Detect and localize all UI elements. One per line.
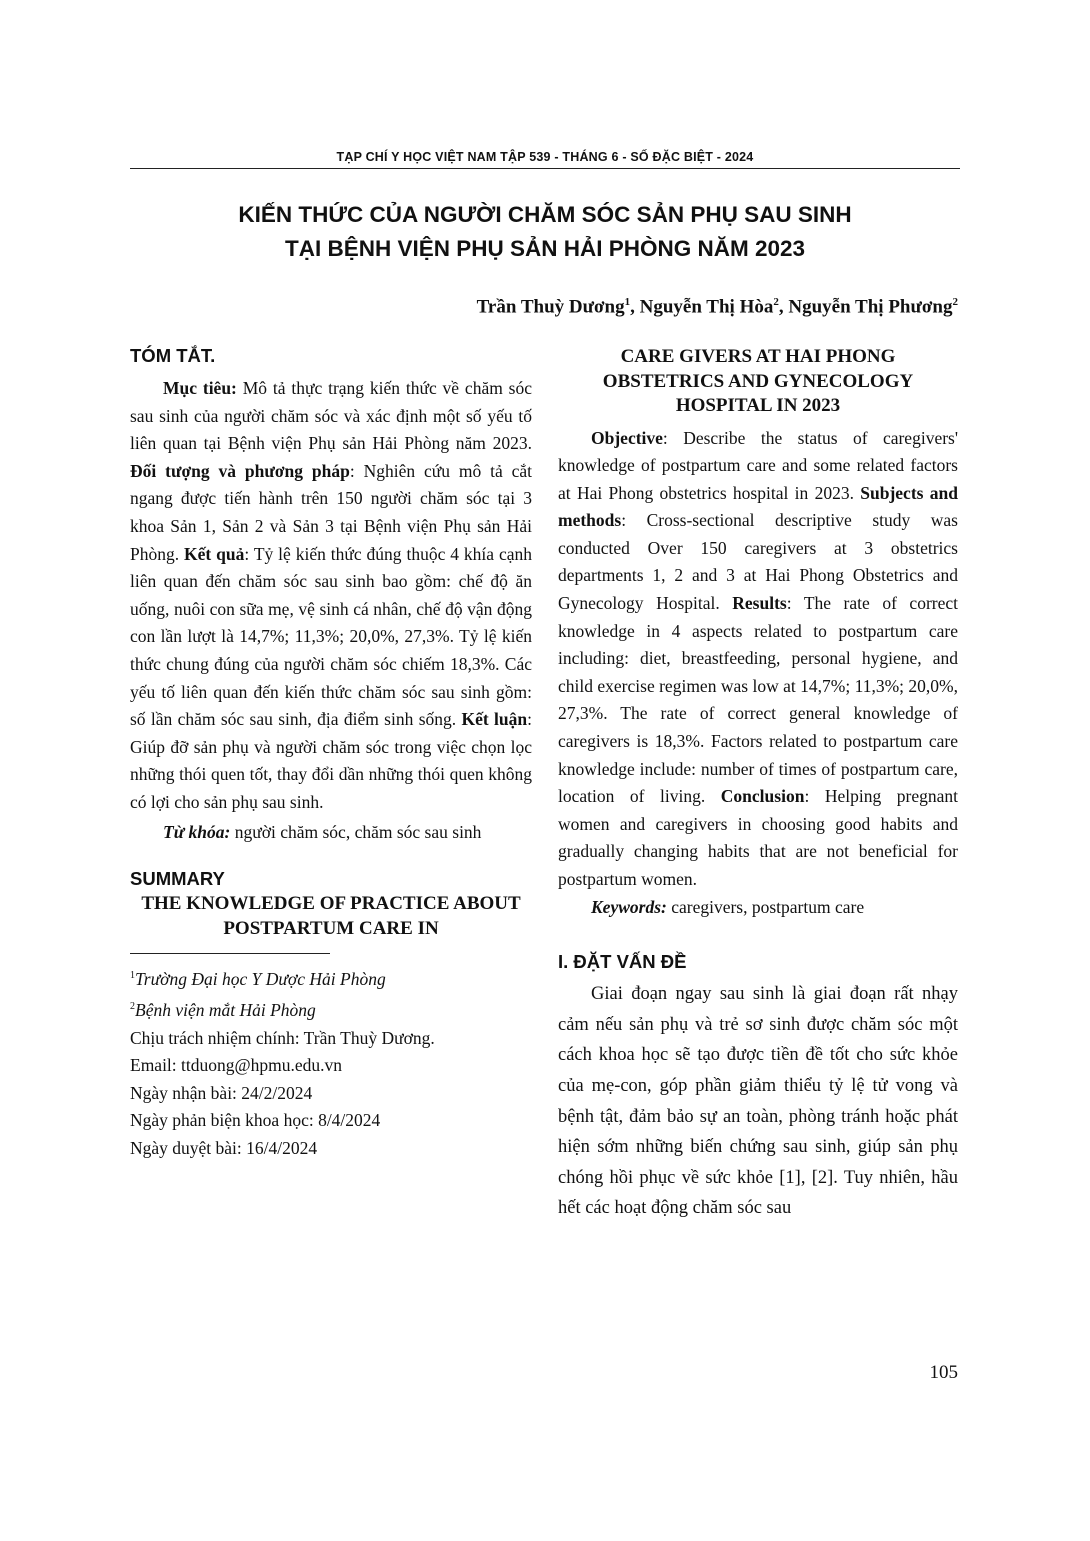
keywords-label: Keywords: <box>591 896 667 917</box>
footnote-mark: 1 <box>130 970 135 982</box>
author-name: Trần Thuỳ Dương <box>476 296 625 318</box>
right-column <box>558 345 958 1224</box>
summary-title-part-1: THE KNOWLEDGE OF PRACTICE ABOUT POSTPARTUM CARE IN <box>141 893 521 939</box>
methods-label: Đối tượng và phương pháp <box>130 460 350 481</box>
objective-label: Mục tiêu: <box>163 378 237 398</box>
introduction-heading: I. ĐẶT VẤN ĐỀ <box>558 951 687 973</box>
results-text: : The rate of correct knowledge in 4 aspects related to postpartum care including: diet, breastfeeding, personal hygiene, and child exercise regimen was low at 14,7%; 11,3%; 20,0%, 27,3%. The rate of correct general knowledge of caregivers is 18,3%. Factors related to postpartum care knowledge include: number of times of postpartum care, location of living. <box>558 593 958 807</box>
footnote-affiliation-2 <box>130 993 532 1024</box>
keywords-paragraph <box>130 819 532 847</box>
author-separator: , <box>630 296 640 318</box>
results-text: : Tỷ lệ kiến thức đúng thuộc 4 khía cạnh liên quan đến chăm sóc sau sinh bao gồm: chế độ ăn uống, nuôi con sữa mẹ, vệ sinh cá nhân, chế độ vận động con lần lượt là 14,7%; 11,3%; 20,0%, 27,3%. Tỷ lệ kiến thức chung đúng của người chăm sóc chiếm 18,3%. Các yếu tố liên quan đến kiến thức chăm sóc sau sinh gồm: số lần chăm sóc sau sinh, địa điểm sinh sống. <box>130 543 532 730</box>
abstract-heading: TÓM TẮT. <box>130 345 216 366</box>
conclusion-label: Conclusion <box>720 786 805 807</box>
methods-text: : Nghiên cứu mô tả cắt ngang được tiến hành trên 150 người chăm sóc tại 3 khoa Sản 1, Sản 2 và Sản 3 tại Bệnh viện Phụ sản Hải Phòng. <box>130 460 532 564</box>
author-name: Nguyễn Thị Hòa <box>639 296 774 318</box>
footnote-rule <box>130 953 330 954</box>
author-affiliation-mark: 2 <box>773 296 779 308</box>
summary-heading: SUMMARY <box>130 868 225 890</box>
footnote-email: Email: ttduong@hpmu.edu.vn <box>130 1055 342 1076</box>
keywords-label: Từ khóa: <box>163 821 231 842</box>
summary-paragraph <box>558 425 958 894</box>
summary-title-part-2: CARE GIVERS AT HAI PHONG OBSTETRICS AND GYNECOLOGY HOSPITAL IN 2023 <box>602 346 914 416</box>
footnote-reviewed: Ngày phản biện khoa học: 8/4/2024 <box>130 1110 381 1131</box>
title-line-1: KIẾN THỨC CỦA NGƯỜI CHĂM SÓC SẢN PHỤ SAU SINH <box>238 202 852 227</box>
results-label: Results <box>732 593 787 614</box>
footnote-accepted: Ngày duyệt bài: 16/4/2024 <box>130 1137 318 1158</box>
author-affiliation-mark: 1 <box>624 296 631 308</box>
article-title <box>130 198 960 266</box>
footnote-corresponding: Chịu trách nhiệm chính: Trần Thuỳ Dương. <box>130 1027 435 1048</box>
keywords-text: người chăm sóc, chăm sóc sau sinh <box>230 821 482 842</box>
title-line-2: TẠI BỆNH VIỆN PHỤ SẢN HẢI PHÒNG NĂM 2023 <box>284 236 806 261</box>
objective-label: Objective <box>591 427 663 448</box>
methods-label: Subjects and methods <box>558 482 958 531</box>
author-separator: , <box>778 296 789 318</box>
footnote-affiliation-1 <box>130 962 532 993</box>
footnote-received: Ngày nhận bài: 24/2/2024 <box>130 1082 313 1103</box>
conclusion-text: : Giúp đỡ sản phụ và người chăm sóc trong việc chọn lọc những thói quen tốt, thay đổi dần những thói quen không có lợi cho sản phụ sau sinh. <box>130 709 532 812</box>
footnote-text: Bệnh viện mắt Hải Phòng <box>135 1000 316 1021</box>
conclusion-label: Kết luận <box>461 709 528 730</box>
author-affiliation-mark: 2 <box>952 296 958 308</box>
footnote-mark: 2 <box>130 1001 135 1013</box>
objective-text: Mô tả thực trạng kiến thức về chăm sóc sau sinh của người chăm sóc và xác định một số yếu tố liên quan tại Bệnh viện Phụ sản Hải Phòng năm 2023. <box>130 378 532 454</box>
page-number: 105 <box>929 1362 958 1383</box>
keywords-paragraph <box>558 894 958 922</box>
left-column <box>130 345 532 1162</box>
keywords-text: caregivers, postpartum care <box>666 896 865 917</box>
author-name: Nguyễn Thị Phương <box>788 296 953 318</box>
methods-text: : Cross-sectional descriptive study was conducted Over 150 caregivers at 3 obstetrics departments 1, 2 and 3 at Hai Phong Obstetrics and Gynecology Hospital. <box>558 510 958 614</box>
footnote-text: Trường Đại học Y Dược Hải Phòng <box>135 968 386 989</box>
abstract-paragraph <box>130 375 532 817</box>
running-header: TẠP CHÍ Y HỌC VIỆT NAM TẬP 539 - THÁNG 6 - SỐ ĐẶC BIỆT - 2024 <box>336 150 754 164</box>
header-rule <box>130 168 960 169</box>
author-list <box>477 296 958 318</box>
introduction-paragraph: Giai đoạn ngay sau sinh là giai đoạn rất nhạy cảm nếu sản phụ và trẻ sơ sinh được chăm sóc một cách khoa học sẽ tạo được tiền đề tốt cho sức khỏe của mẹ-con, góp phần giảm thiểu tỷ lệ tử vong và bệnh tật, đảm bảo sự an toàn, phòng tránh hoặc phát hiện sớm những biến chứng sau sinh, giúp sản phụ chóng hồi phục về sức khỏe [1], [2]. Tuy nhiên, hầu hết các hoạt động chăm sóc sau <box>558 984 958 1219</box>
conclusion-text: : Helping pregnant women and caregivers in choosing good habits and gradually changing habits that are not beneficial for postpartum women. <box>558 786 958 889</box>
results-label: Kết quả <box>184 543 245 564</box>
objective-text: : Describe the status of caregivers' knowledge of postpartum care and some related factors at Hai Phong obstetrics hospital in 2023. <box>558 427 958 503</box>
